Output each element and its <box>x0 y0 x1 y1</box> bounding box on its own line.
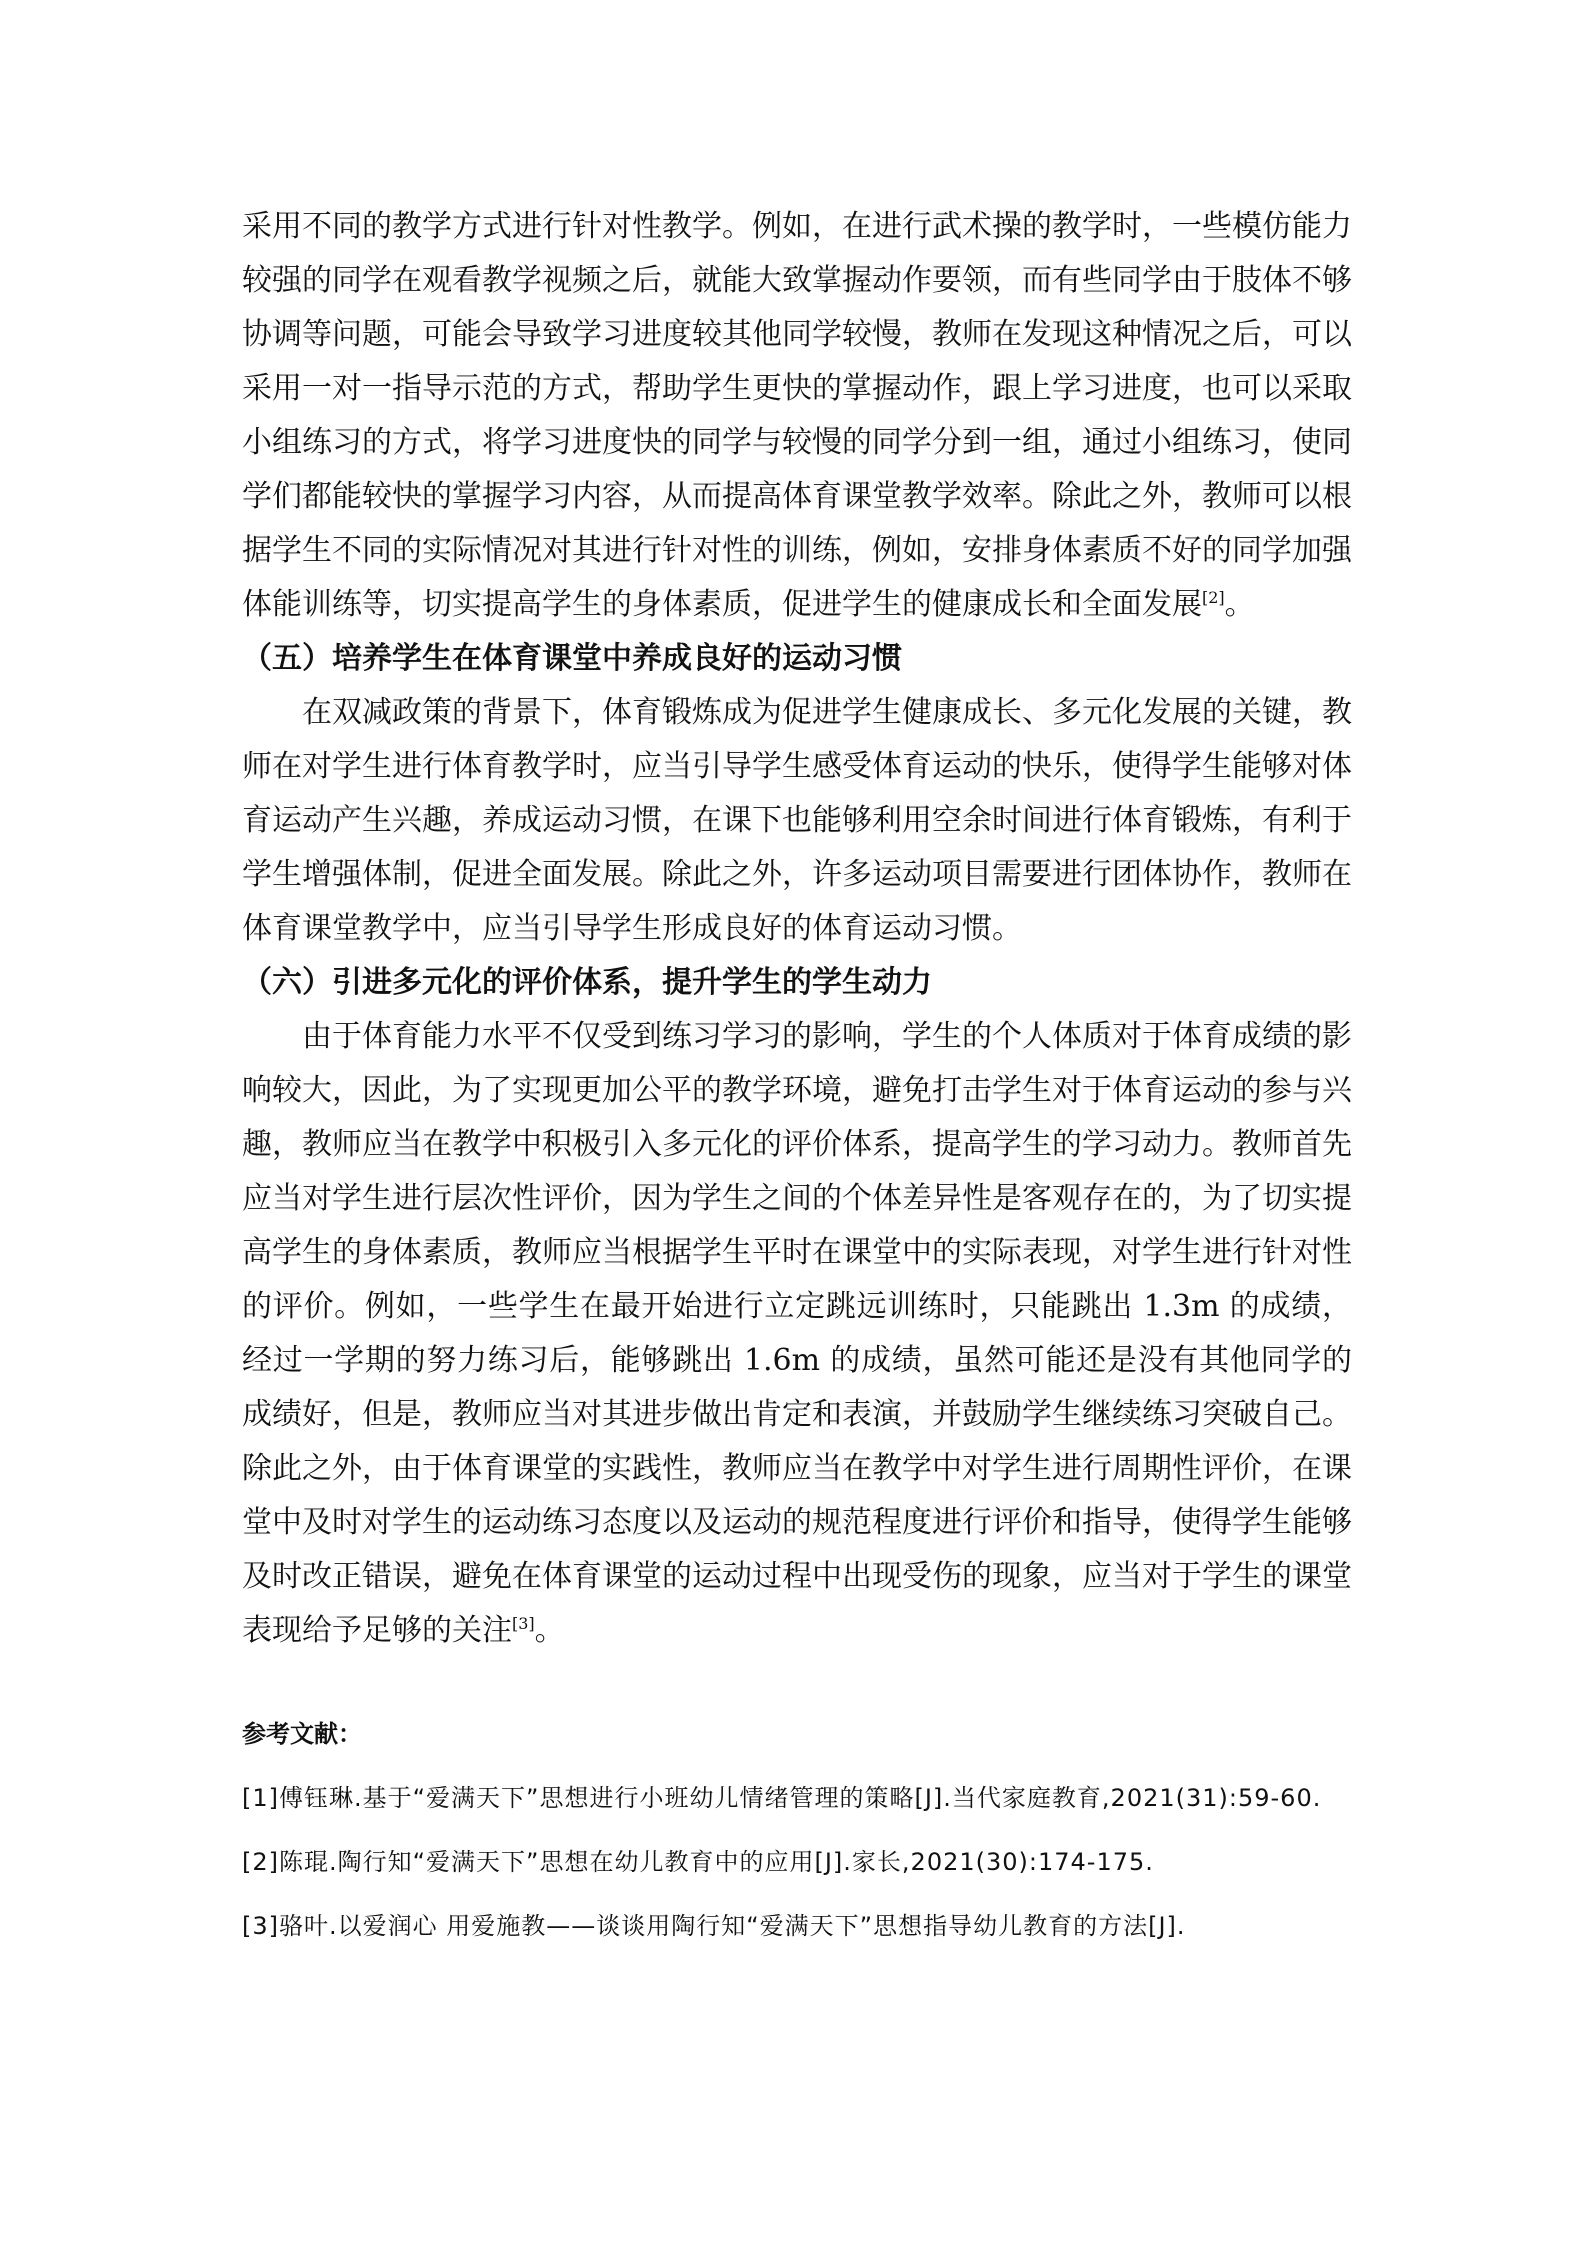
references-section <box>242 1714 1352 1948</box>
reference-item: [2]陈琨.陶行知“爱满天下”思想在幼儿教育中的应用[J].家长,2021(30):174-175. <box>242 1848 1154 1876</box>
paragraph-end: 。 <box>1224 587 1255 622</box>
body-paragraph-1 <box>242 200 1352 632</box>
paragraph-end: 。 <box>534 1613 565 1648</box>
reference-item: [3]骆叶.以爱润心 用爱施教——谈谈用陶行知“爱满天下”思想指导幼儿教育的方法[J]. <box>242 1912 1186 1940</box>
document-page <box>242 200 1352 1968</box>
citation-marker: [3] <box>512 1614 535 1633</box>
citation-marker: [2] <box>1202 588 1225 607</box>
paragraph-text: 由于体育能力水平不仅受到练习学习的影响，学生的个人体质对于体育成绩的影响较大，因此，为了实现更加公平的教学环境，避免打击学生对于体育运动的参与兴趣，教师应当在教学中积极引入多元化的评价体系，提高学生的学习动力。教师首先应当对学生进行层次性评价，因为学生之间的个体差异性是客观存在的，为了切实提高学生的身体素质，教师应当根据学生平时在课堂中的实际表现，对学生进行针对性的评价。例如，一些学生在最开始进行立定跳远训练时，只能跳出 1.3m 的成绩，经过一学期的努力练习后，能够跳出 1.6m 的成绩，虽然可能还是没有其他同学的成绩好，但是，教师应当对其进步做出肯定和表演，并鼓励学生继续练习突破自己。除此之外，由于体育课堂的实践性，教师应当在教学中对学生进行周期性评价，在课堂中及时对学生的运动练习态度以及运动的规范程度进行评价和指导，使得学生能够及时改正错误，避免在体育课堂的运动过程中出现受伤的现象，应当对于学生的课堂表现给予足够的关注 <box>242 1019 1352 1648</box>
body-paragraph-2: 在双减政策的背景下，体育锻炼成为促进学生健康成长、多元化发展的关键，教师在对学生进行体育教学时，应当引导学生感受体育运动的快乐，使得学生能够对体育运动产生兴趣，养成运动习惯，在课下也能够利用空余时间进行体育锻炼，有利于学生增强体制，促进全面发展。除此之外，许多运动项目需要进行团体协作，教师在体育课堂教学中，应当引导学生形成良好的体育运动习惯。 <box>242 695 1352 946</box>
paragraph-text: 采用不同的教学方式进行针对性教学。例如，在进行武术操的教学时，一些模仿能力较强的同学在观看教学视频之后，就能大致掌握动作要领，而有些同学由于肢体不够协调等问题，可能会导致学习进度较其他同学较慢，教师在发现这种情况之后，可以采用一对一指导示范的方式，帮助学生更快的掌握动作，跟上学习进度，也可以采取小组练习的方式，将学习进度快的同学与较慢的同学分到一组，通过小组练习，使同学们都能较快的掌握学习内容，从而提高体育课堂教学效率。除此之外，教师可以根据学生不同的实际情况对其进行针对性的训练，例如，安排身体素质不好的同学加强体能训练等，切实提高学生的身体素质，促进学生的健康成长和全面发展 <box>242 209 1352 622</box>
reference-item: [1]傅钰琳.基于“爱满天下”思想进行小班幼儿情绪管理的策略[J].当代家庭教育,2021(31):59-60. <box>242 1784 1322 1812</box>
section-heading-5: （五）培养学生在体育课堂中养成良好的运动习惯 <box>242 641 902 676</box>
body-paragraph-3 <box>242 1010 1352 1658</box>
section-heading-6: （六）引进多元化的评价体系，提升学生的学生动力 <box>242 965 932 1000</box>
references-title: 参考文献： <box>242 1720 362 1748</box>
